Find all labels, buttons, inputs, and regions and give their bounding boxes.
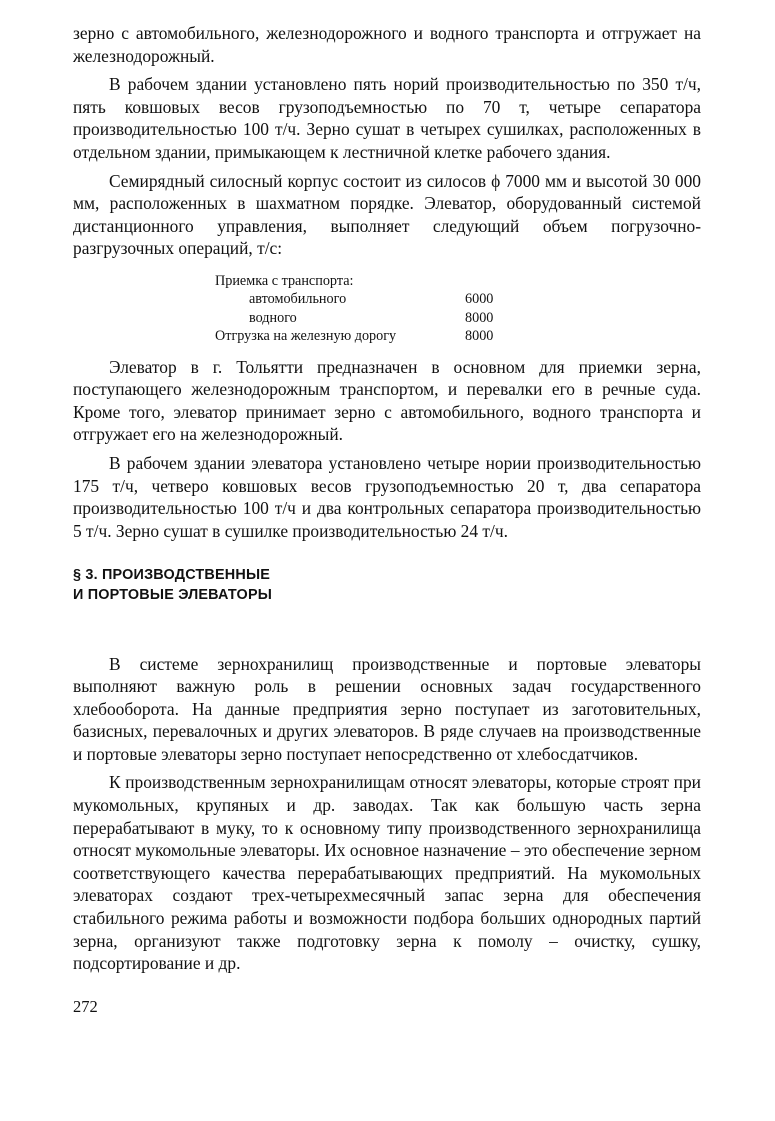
document-page [73,22,701,1018]
paragraph: В рабочем здании установлено пять норий производительностью по 350 т/ч, пять ковшовых весов грузоподъемностью по 70 т, четыре сепаратора производительностью 100 т/ч. Зерно сушат в четырех сушилках, расположенных в отдельном здании, примыкающем к лестничной клетке рабочего здания. [73,74,701,162]
page-number: 272 [73,996,98,1016]
table-header-row [215,272,701,290]
table-row-label: автомобильного [249,291,347,308]
table-row-label: Отгрузка на железную дорогу [215,328,397,345]
section-heading-line: И ПОРТОВЫЕ ЭЛЕВАТОРЫ [73,586,273,603]
operations-table [215,272,701,346]
table-row-value: 6000 [465,291,494,308]
paragraph: Семирядный силосный корпус состоит из силосов ϕ 7000 мм и высотой 30 000 мм, расположенных в шахматном порядке. Элеватор, оборудованный системой дистанционного управления, выполняет следующий объем погрузочно-разгрузочных операций, т/с: [73,170,701,259]
section-heading [73,566,701,605]
paragraph: зерно с автомобильного, железнодорожного и водного транспорта и отгружает на железнодорожный. [73,23,701,66]
table-row-value: 8000 [465,309,494,326]
paragraph: Элеватор в г. Тольятти предназначен в основном для приемки зерна, поступающего железнодорожным транспортом, и перевалки его в речные суда. Кроме того, элеватор принимает зерно с автомобильного, водного транспорта и отгружает его на железнодорожный. [73,356,701,445]
paragraph: К производственным зернохранилищам относят элеваторы, которые строят при мукомольных, крупяных и др. заводах. Так как большую часть зерна перерабатывают в муку, то к основному типу производственного зернохранилища относят мукомольные элеваторы. Их основное назначение – это обеспечение зерном соответствующего качества перерабатывающих предприятий. На мукомольных элеваторах создают трех-четырехмесячный запас зерна для обеспечения стабильного режима работы и возможности подбора больших однородных партий зерна, организуют также подготовку зерна к помолу – очистку, сушку, подсортирование и др. [73,772,701,974]
table-row-label: водного [249,309,297,326]
table-row [215,309,701,327]
paragraph: В системе зернохранилищ производственные и портовые элеваторы выполняют важную роль в решении основных задач государственного хлебооборота. На данные предприятия зерно поступает из заготовительных, базисных, перевалочных и других элеваторов. В ряде случаев на производственные и портовые элеваторы зерно поступает непосредственно от хлебосдатчиков. [73,653,701,764]
table-row [215,290,701,308]
section-heading-line: § 3. ПРОИЗВОДСТВЕННЫЕ [73,567,271,584]
paragraph: В рабочем здании элеватора установлено четыре нории производительностью 175 т/ч, четверо ковшовых весов грузоподъемностью 20 т, два сепаратора производительностью 100 т/ч и два контрольных сепаратора производительностью 5 т/ч. Зерно сушат в сушилке производительностью 24 т/ч. [73,452,701,541]
table-header: Приемка с транспорта: [215,272,354,289]
table-row [215,327,701,345]
table-row-value: 8000 [465,328,494,345]
